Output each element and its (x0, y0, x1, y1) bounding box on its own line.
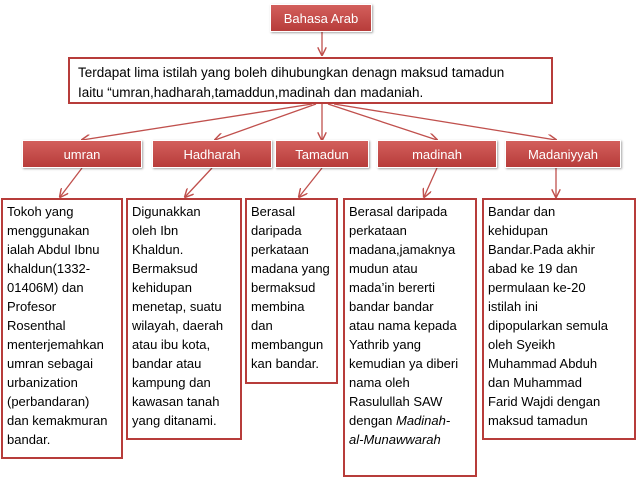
detail-line: menggunakan (7, 223, 90, 238)
link-intro-umran (82, 104, 312, 140)
detail-line: Bandar dan (488, 204, 556, 219)
term-label: umran (63, 146, 101, 162)
detail-line: urbanization (7, 375, 78, 390)
detail-line: Tokoh yang (7, 204, 74, 219)
root-label: Bahasa Arab (283, 10, 359, 26)
detail-line: perkataan (251, 242, 309, 257)
detail-line-prefix: dengan (349, 413, 396, 428)
detail-line: dan Muhammad (488, 375, 582, 390)
detail-line: menetap, suatu (132, 299, 222, 314)
detail-line: bandar atau (132, 356, 202, 371)
detail-line: membangun (251, 337, 324, 352)
detail-line: oleh Ibn (132, 223, 179, 238)
detail-line: ialah Abdul Ibnu (7, 242, 100, 257)
link-intro-madinah (328, 104, 437, 140)
detail-line: madana yang (251, 261, 330, 276)
detail-line: kan bandar. (251, 356, 319, 371)
detail-line: Bermaksud (132, 261, 198, 276)
term-madinah (377, 140, 497, 168)
detail-line: abad ke 19 dan (488, 261, 578, 276)
detail-line-italic: al-Munawwarah (349, 432, 441, 447)
detail-line: kemudian ya diberi (349, 356, 459, 371)
detail-line: Rosenthal (7, 318, 66, 333)
term-label: Tamadun (295, 146, 349, 162)
detail-line: Khaldun. (132, 242, 184, 257)
detail-line: atau nama kepada (349, 318, 457, 333)
detail-line: dipopularkan semula (488, 318, 608, 333)
detail-line: istilah ini (488, 299, 538, 314)
intro-line-1: Terdapat lima istilah yang boleh dihubungkan denagn maksud tamadun (78, 65, 505, 80)
link-umran-detail (60, 168, 82, 197)
detail-tamadun (245, 198, 338, 384)
detail-line: Farid Wajdi dengan (488, 394, 601, 409)
detail-line: permulaan ke-20 (488, 280, 586, 295)
detail-line: Bandar.Pada akhir (488, 242, 595, 257)
link-tamadun-detail (299, 168, 322, 197)
detail-line: kehidupan (132, 280, 192, 295)
detail-line (349, 411, 471, 430)
detail-line: daripada (251, 223, 302, 238)
detail-line: kawasan tanah (132, 394, 220, 409)
detail-line: umran sebagai (7, 356, 93, 371)
link-intro-hadharah (215, 104, 316, 140)
detail-line: Muhammad Abduh (488, 356, 598, 371)
detail-line: 01406M) dan (7, 280, 84, 295)
detail-line: bandar bandar (349, 299, 434, 314)
intro-line-2: Iaitu “umran,hadharah,tamaddun,madinah dan madaniah. (78, 85, 424, 100)
detail-line: Yathrib yang (349, 337, 422, 352)
detail-line: maksud tamadun (488, 413, 588, 428)
link-madinah-detail (424, 168, 437, 197)
detail-line: khaldun(1332- (7, 261, 91, 276)
detail-line: oleh Syeikh (488, 337, 556, 352)
detail-line: kampung dan (132, 375, 211, 390)
detail-line: wilayah, daerah (132, 318, 224, 333)
detail-line: bermaksud (251, 280, 316, 295)
term-tamadun (275, 140, 369, 168)
detail-line-italic: Madinah- (396, 413, 451, 428)
detail-line: bandar. (7, 432, 51, 447)
detail-line: dan (251, 318, 273, 333)
link-hadharah-detail (185, 168, 212, 197)
detail-line: kehidupan (488, 223, 548, 238)
detail-line: yang ditanami. (132, 413, 217, 428)
detail-line: nama oleh (349, 375, 410, 390)
term-label: Madaniyyah (527, 146, 599, 162)
intro-box (68, 57, 553, 104)
detail-line: (perbandaran) (7, 394, 90, 409)
detail-line: menterjemahkan (7, 337, 104, 352)
detail-line: Berasal daripada (349, 204, 448, 219)
detail-umran (1, 198, 123, 459)
detail-line: dan kemakmuran (7, 413, 108, 428)
link-intro-madaniyyah (334, 104, 556, 140)
detail-madaniyyah (482, 198, 636, 440)
root-node (270, 4, 372, 32)
detail-madinah (343, 198, 477, 477)
detail-line: perkataan (349, 223, 407, 238)
detail-line: mudun atau (349, 261, 418, 276)
detail-hadharah (126, 198, 242, 440)
detail-line: Berasal (251, 204, 296, 219)
detail-line: membina (251, 299, 305, 314)
term-label: Hadharah (183, 146, 241, 162)
detail-line: atau ibu kota, (132, 337, 211, 352)
detail-line: Profesor (7, 299, 57, 314)
detail-line: Digunakkan (132, 204, 201, 219)
detail-line: Rasulullah SAW (349, 394, 443, 409)
detail-line: mada’in bererti (349, 280, 435, 295)
detail-line: madana,jamaknya (349, 242, 456, 257)
term-umran (22, 140, 142, 168)
term-madaniyyah (505, 140, 621, 168)
term-label: madinah (412, 146, 462, 162)
term-hadharah (152, 140, 272, 168)
